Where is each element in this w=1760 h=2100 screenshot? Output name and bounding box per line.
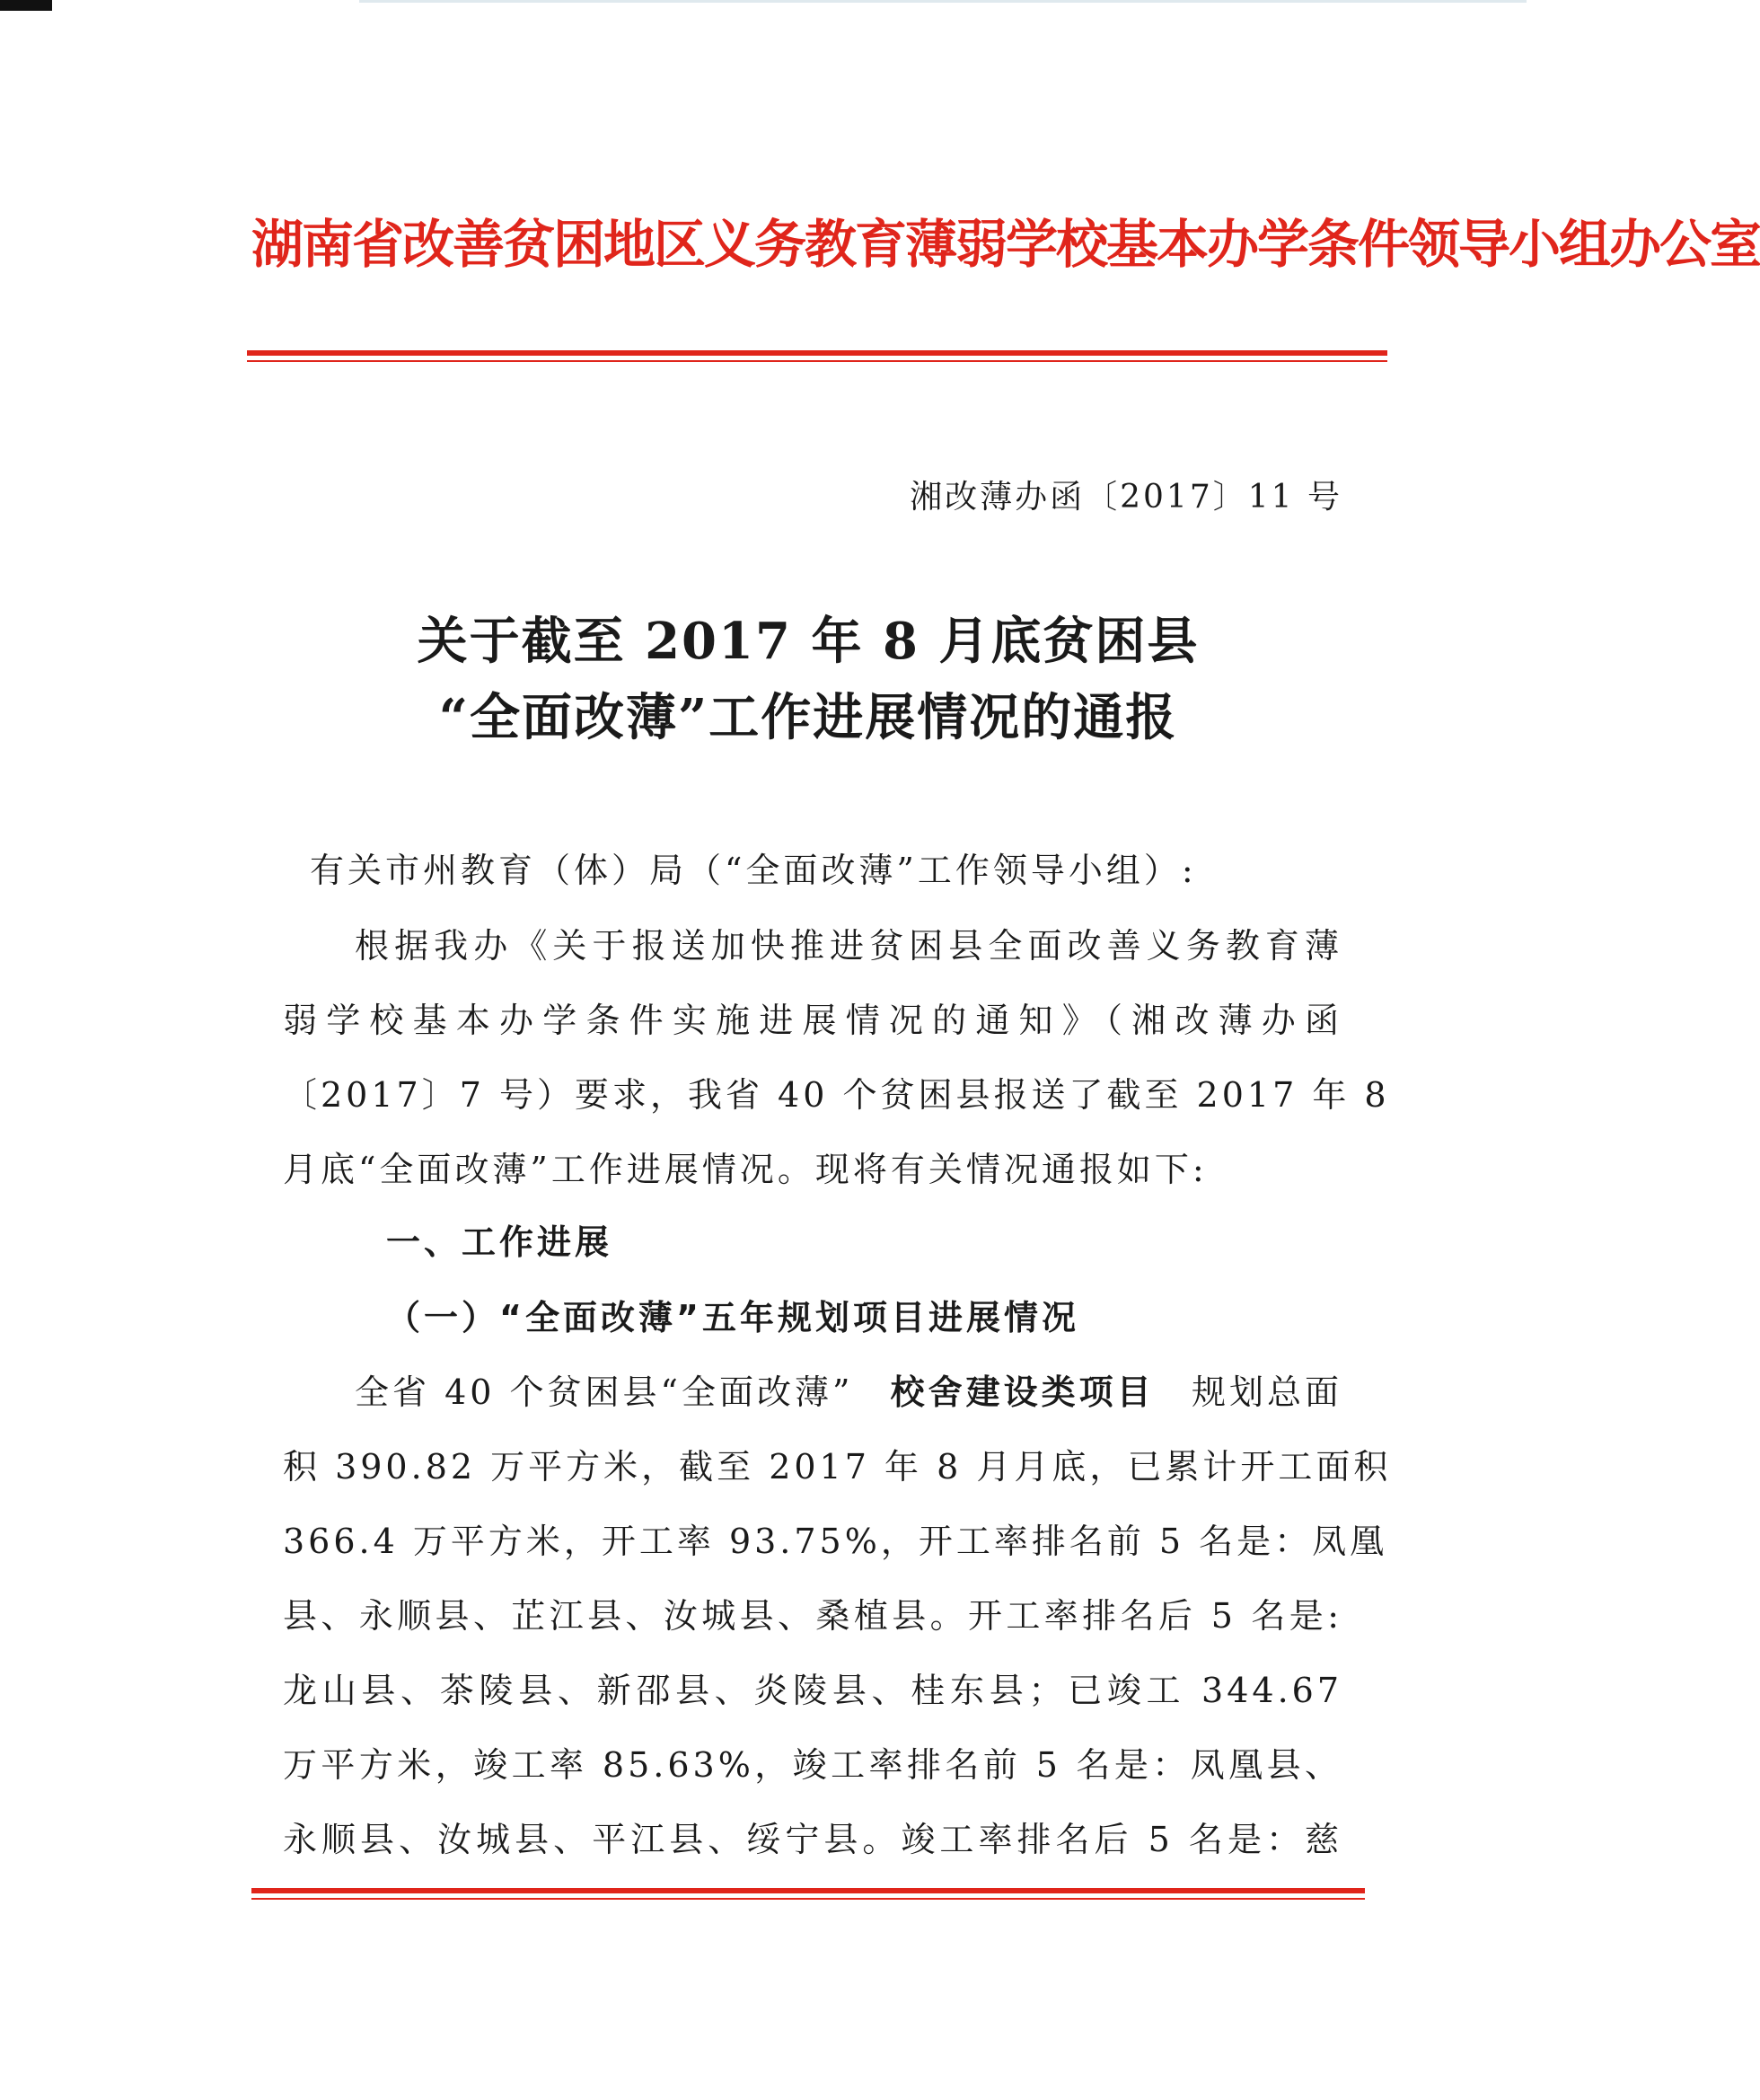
title-line-1: 关于截至 2017 年 8 月底贫困县 [417, 612, 1200, 671]
para2-line-7: 永顺县、汝城县、平江县、绥宁县。竣工率排名后 5 名是：慈 [283, 1820, 1342, 1859]
letterhead-rule-thin [247, 360, 1387, 362]
para2-line-6: 万平方米，竣工率 85.63%，竣工率排名前 5 名是：凤凰县、 [283, 1745, 1342, 1785]
para2-bold-term: 校舍建设类项目 [890, 1372, 1155, 1412]
para2-line-5: 龙山县、茶陵县、新邵县、炎陵县、桂东县；已竣工 344.67 [283, 1671, 1342, 1710]
para2-text: 全省 40 个贫困县“全面改薄” [355, 1372, 854, 1412]
para2-line-4: 县、永顺县、芷江县、汝城县、桑植县。开工率排名后 5 名是: [283, 1596, 1342, 1636]
para2-line-1 [355, 1364, 1342, 1414]
letterhead-rule-thick [247, 350, 1387, 356]
para2-line-2: 积 390.82 万平方米，截至 2017 年 8 月月底，已累计开工面积 [283, 1447, 1392, 1487]
letterhead-org-name: 湖南省改善贫困地区义务教育薄弱学校基本办学条件领导小组办公室 [251, 214, 1760, 275]
footer-rule-thin [251, 1898, 1365, 1900]
salutation: 有关市州教育（体）局（“全面改薄”工作领导小组）: [310, 851, 1197, 890]
scan-edge-line [359, 0, 1527, 3]
para1-line-4: 月底“全面改薄”工作进展情况。现将有关情况通报如下: [283, 1150, 1208, 1189]
document-number: 湘改薄办函〔2017〕11 号 [910, 479, 1342, 516]
para1-line-3: 〔2017〕7 号）要求，我省 40 个贫困县报送了截至 2017 年 8 [283, 1075, 1390, 1115]
footer-rule-thick [251, 1888, 1365, 1893]
subsection-heading: （一）“全面改薄”五年规划项目进展情况 [386, 1298, 1079, 1337]
para2-line-3: 366.4 万平方米，开工率 93.75%，开工率排名前 5 名是：凤凰 [283, 1522, 1388, 1561]
section-heading: 一、工作进展 [386, 1222, 613, 1262]
para2-text-suffix: 规划总面 [1191, 1372, 1342, 1412]
para1-line-2: 弱学校基本办学条件实施进展情况的通知》（湘改薄办函 [283, 1001, 1342, 1040]
title-line-2: “全面改薄”工作进展情况的通报 [438, 688, 1178, 747]
scan-edge-mark [0, 0, 52, 11]
para1-line-1: 根据我办《关于报送加快推进贫困县全面改善义务教育薄 [355, 926, 1342, 966]
